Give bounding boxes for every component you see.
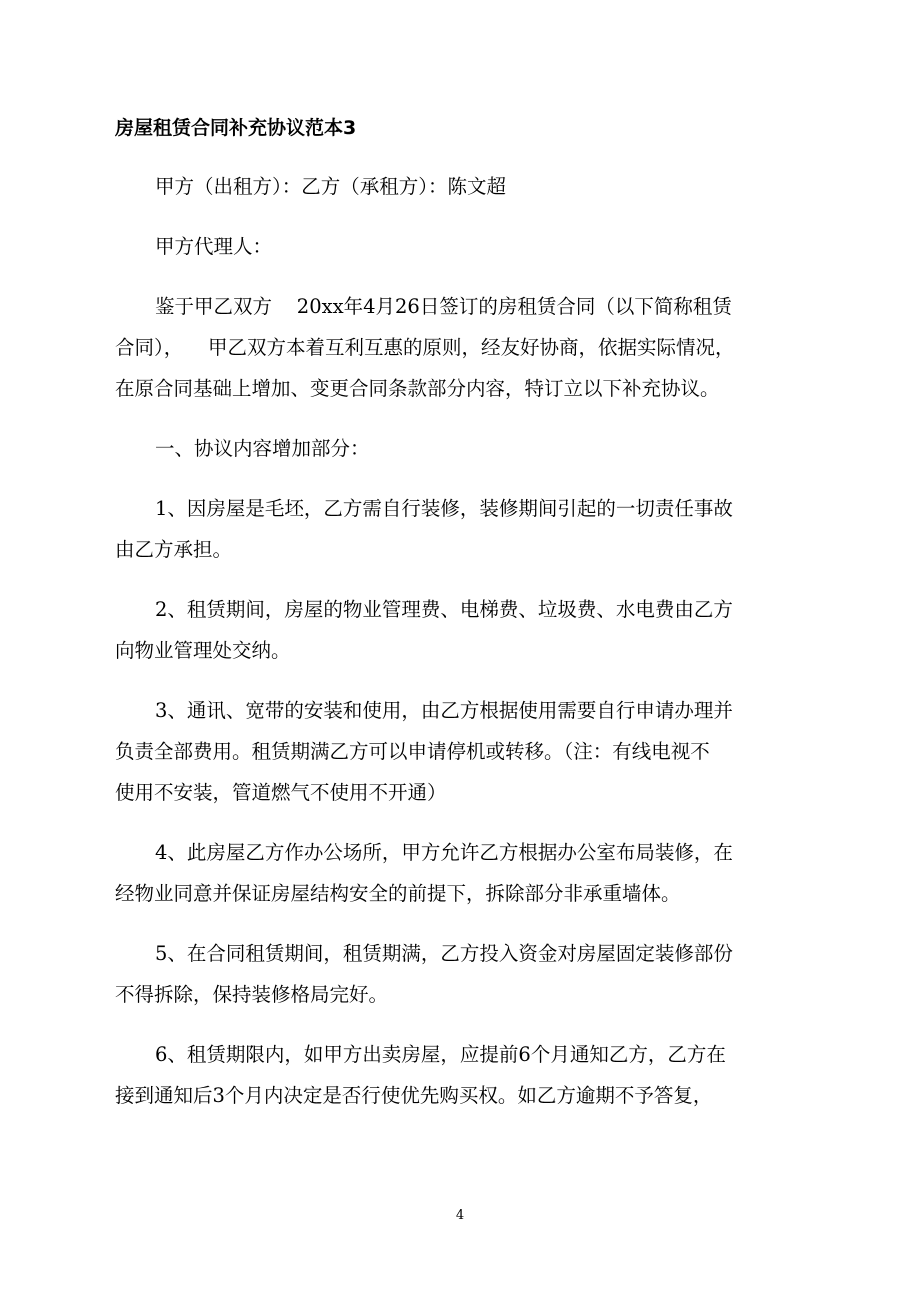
paragraph-list [115, 166, 807, 1116]
page-number: 4 [455, 1208, 465, 1223]
paragraph-line: 负责全部费用。租赁期满乙方可以申请停机或转移。（注：有线电视不 [115, 740, 710, 763]
paragraph-line: 接到通知后3个月内决定是否行使优先购买权。如乙方逾期不予答复， [115, 1084, 713, 1107]
paragraph-line: 2、租赁期间，房屋的物业管理费、电梯费、垃圾费、水电费由乙方 [155, 598, 733, 621]
paragraph-line: 3、通讯、宽带的安装和使用，由乙方根据使用需要自行申请办理并 [155, 699, 733, 722]
paragraph [115, 428, 807, 469]
paragraph-line: 由乙方承担。 [115, 538, 233, 561]
paragraph-line: 甲方（出租方）：乙方（承租方）：陈文超 [155, 175, 507, 198]
paragraph [115, 690, 807, 813]
paragraph-line: 不得拆除，保持装修格局完好。 [115, 983, 389, 1006]
paragraph [115, 286, 807, 409]
paragraph-line: 使用不安装，管道燃气不使用不开通） [115, 781, 447, 804]
paragraph-line: 鉴于甲乙双方 20xx年4月26日签订的房租赁合同（以下简称租赁 [155, 295, 732, 318]
paragraph-line: 1、因房屋是毛坯，乙方需自行装修，装修期间引起的一切责任事故 [155, 497, 733, 520]
paragraph [115, 1034, 807, 1116]
paragraph [115, 832, 807, 914]
paragraph-line: 合同）， 甲乙双方本着互利互惠的原则，经友好协商，依据实际情况， [115, 336, 735, 359]
paragraph-line: 向物业管理处交纳。 [115, 639, 291, 662]
paragraph [115, 226, 807, 267]
paragraph-line: 5、在合同租赁期间，租赁期满，乙方投入资金对房屋固定装修部份 [155, 942, 733, 965]
paragraph [115, 589, 807, 671]
paragraph-line: 一、协议内容增加部分： [155, 437, 370, 460]
paragraph-line: 6、租赁期限内，如甲方出卖房屋，应提前6个月通知乙方，乙方在 [155, 1043, 726, 1066]
paragraph [115, 933, 807, 1015]
paragraph [115, 166, 807, 207]
paragraph-line: 在原合同基础上增加、变更合同条款部分内容，特订立以下补充协议。 [115, 377, 720, 400]
paragraph-line: 甲方代理人： [155, 235, 273, 258]
document-title: 房屋租赁合同补充协议范本3 [115, 117, 357, 139]
paragraph [115, 488, 807, 570]
paragraph-line: 经物业同意并保证房屋结构安全的前提下，拆除部分非承重墙体。 [115, 882, 681, 905]
document-body [115, 112, 807, 1135]
paragraph-line: 4、此房屋乙方作办公场所，甲方允许乙方根据办公室布局装修，在 [155, 841, 733, 864]
